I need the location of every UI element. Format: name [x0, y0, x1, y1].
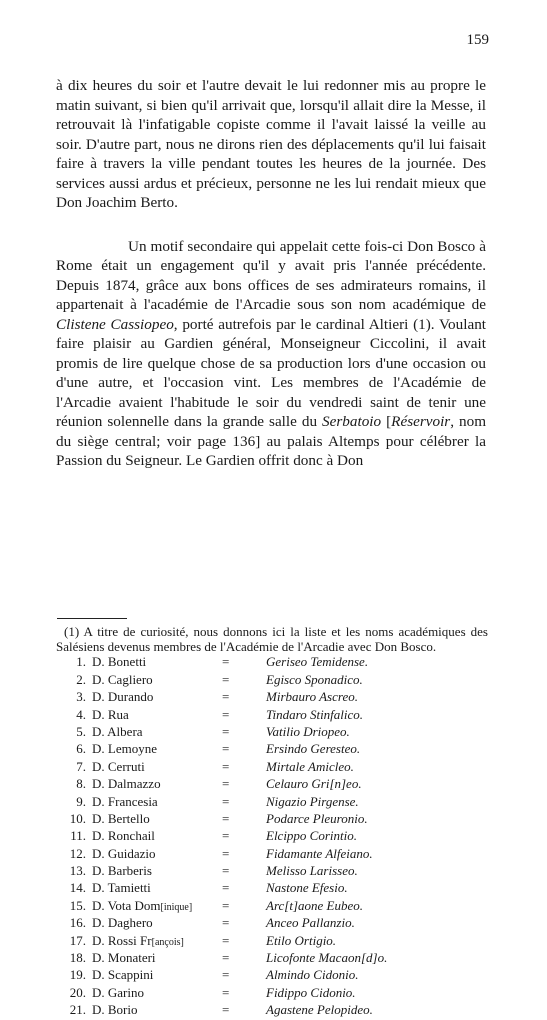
entry-academic-name: Egisco Sponadico.	[266, 671, 363, 687]
entry-number: 15.	[69, 897, 86, 913]
entry-academic-name: Elcippo Corintio.	[266, 828, 357, 844]
list-item	[56, 846, 488, 863]
entry-academic-name: Podarce Pleuronio.	[266, 810, 368, 826]
entry-number: 21.	[69, 1002, 86, 1018]
entry-name	[92, 880, 222, 895]
entry-number: 16.	[69, 915, 86, 931]
entry-name-text: D. Dalmazzo	[92, 776, 161, 792]
entry-number: 4.	[76, 706, 86, 722]
entry-number: 11.	[70, 828, 86, 844]
equals-sign: =	[222, 845, 230, 861]
equals-sign: =	[222, 967, 230, 983]
entry-number: 18.	[69, 950, 86, 966]
entry-name	[92, 828, 222, 843]
entry-number: 12.	[69, 845, 86, 861]
equals-sign: =	[222, 741, 230, 757]
entry-name	[92, 724, 222, 739]
paragraph-2-part4: , nom du siège central; voir page 136] au palais Altemps pour célébrer la Passion du Seigneur. Le Gardien offrit donc à Don	[56, 413, 487, 469]
entry-name-text: D. Bonetti	[92, 654, 147, 670]
entry-name-text: D. Barberis	[92, 863, 152, 879]
entry-number: 20.	[69, 984, 86, 1000]
entry-number: 19.	[69, 967, 86, 983]
equals-sign: =	[222, 654, 230, 670]
page-number: 159	[466, 32, 489, 48]
equals-sign: =	[222, 723, 230, 739]
entry-name	[92, 689, 222, 704]
equals-sign: =	[222, 950, 230, 966]
entry-name-text: D. Scappini	[92, 967, 154, 983]
equals-sign: =	[222, 689, 230, 705]
entry-name-text: D. Cagliero	[92, 671, 153, 687]
entry-name	[92, 776, 222, 791]
footnote-separator	[57, 618, 127, 619]
serbatoio: Serbatoio	[322, 413, 382, 430]
entry-academic-name: Nastone Efesio.	[266, 880, 348, 896]
entry-name-text: D. Francesia	[92, 793, 158, 809]
entry-name-text: D. Ronchail	[92, 828, 155, 844]
entry-name	[92, 672, 222, 687]
entry-name-text: D. Durando	[92, 689, 154, 705]
entry-name-text: D. Monateri	[92, 950, 156, 966]
entry-name	[92, 933, 222, 950]
list-item	[56, 880, 488, 897]
entry-name	[92, 654, 222, 669]
list-item	[56, 1002, 488, 1019]
entry-academic-name: Etilo Ortigio.	[266, 932, 337, 948]
list-item	[56, 933, 488, 950]
footnote-intro: (1) A titre de curiosité, nous donnons ici la liste et les noms académiques des Salésiens devenus membres de l'Académie de l'Arcadie avec Don Bosco.	[56, 624, 488, 655]
entry-name	[92, 1002, 222, 1017]
entry-name	[92, 898, 222, 915]
entry-number: 7.	[76, 758, 86, 774]
list-item	[56, 950, 488, 967]
entry-name-text: D. Daghero	[92, 915, 153, 931]
list-item	[56, 689, 488, 706]
list-item	[56, 898, 488, 915]
list-item	[56, 707, 488, 724]
reservoir: Réservoir	[391, 413, 451, 430]
list-item	[56, 724, 488, 741]
entry-name	[92, 915, 222, 930]
list-item	[56, 828, 488, 845]
entry-name-text: D. Vota Dom	[92, 897, 161, 913]
entry-name-text: D. Albera	[92, 723, 143, 739]
equals-sign: =	[222, 915, 230, 931]
entry-name-text: D. Rua	[92, 706, 129, 722]
list-item	[56, 672, 488, 689]
list-item	[56, 654, 488, 671]
entry-number: 1.	[76, 654, 86, 670]
footnote	[56, 624, 488, 1020]
equals-sign: =	[222, 932, 230, 948]
equals-sign: =	[222, 758, 230, 774]
list-item	[56, 811, 488, 828]
entry-number: 5.	[76, 723, 86, 739]
entry-name	[92, 811, 222, 826]
main-text	[56, 76, 486, 471]
entry-academic-name: Arc[t]aone Eubeo.	[266, 897, 363, 913]
entry-name-suffix: [inique]	[160, 901, 193, 913]
entry-name	[92, 707, 222, 722]
paragraph-2-part3: [	[381, 413, 392, 430]
entry-number: 17.	[69, 932, 86, 948]
entry-academic-name: Licofonte Macaon[d]o.	[266, 950, 388, 966]
equals-sign: =	[222, 776, 230, 792]
entry-number: 8.	[76, 776, 86, 792]
entry-academic-name: Agastene Pelopideo.	[266, 1002, 373, 1018]
paragraph-2-part1: Un motif secondaire qui appelait cette fois-ci Don Bosco à Rome était un engagement qu'il y avait pris l'année précédente. Depuis 1874, grâce aux bons offices de ses admirateurs romains, il appartenait à l'académie de l'Arcadie sous son nom académique de	[56, 237, 486, 313]
list-item	[56, 741, 488, 758]
entry-name-text: D. Rossi Fr	[92, 932, 152, 948]
entry-number: 6.	[76, 741, 86, 757]
academic-name: Clistene Cassiopeo	[56, 315, 174, 333]
entry-name-text: D. Borio	[92, 1002, 138, 1018]
entry-academic-name: Anceo Pallanzio.	[266, 915, 355, 931]
list-item	[56, 794, 488, 811]
equals-sign: =	[222, 793, 230, 809]
entry-name-text: D. Tamietti	[92, 880, 151, 896]
entry-name	[92, 985, 222, 1000]
entry-academic-name: Fidippo Cidonio.	[266, 984, 356, 1000]
equals-sign: =	[222, 897, 230, 913]
entry-name	[92, 950, 222, 965]
equals-sign: =	[222, 1002, 230, 1018]
entry-academic-name: Fidamante Alfeiano.	[266, 845, 373, 861]
list-item	[56, 915, 488, 932]
entry-number: 2.	[76, 671, 86, 687]
entry-name	[92, 741, 222, 756]
entry-academic-name: Mirbauro Ascreo.	[266, 689, 358, 705]
entry-name-text: D. Guidazio	[92, 845, 156, 861]
paragraph-2	[56, 237, 486, 471]
equals-sign: =	[222, 828, 230, 844]
list-item	[56, 863, 488, 880]
list-item	[56, 967, 488, 984]
list-item	[56, 759, 488, 776]
footnote-list	[56, 654, 488, 1019]
entry-academic-name: Melisso Larisseo.	[266, 863, 358, 879]
entry-number: 3.	[76, 689, 86, 705]
entry-name-suffix: [ançois]	[151, 936, 184, 948]
entry-academic-name: Ersindo Geresteo.	[266, 741, 361, 757]
entry-name-text: D. Bertello	[92, 810, 150, 826]
entry-academic-name: Tindaro Stinfalico.	[266, 706, 364, 722]
entry-name	[92, 846, 222, 861]
entry-number: 10.	[69, 810, 86, 826]
entry-academic-name: Mirtale Amicleo.	[266, 758, 354, 774]
paragraph-1: à dix heures du soir et l'autre devait le lui redonner mis au propre le matin suivant, si bien qu'il arrivait que, lorsqu'il allait dire la Messe, il retrouvait là l'infatigable copiste comme il l'avait laissé la veille au soir. D'autre part, nous ne dirons rien des déplacements qu'il lui faisait faire à travers la ville pendant toutes les heures de la journée. Des services aussi ardus et précieux, personne ne les lui rendait mieux que Don Joachim Berto.	[56, 77, 486, 211]
list-item	[56, 985, 488, 1002]
entry-number: 13.	[69, 863, 86, 879]
equals-sign: =	[222, 671, 230, 687]
equals-sign: =	[222, 810, 230, 826]
equals-sign: =	[222, 863, 230, 879]
list-item	[56, 776, 488, 793]
entry-academic-name: Almindo Cidonio.	[266, 967, 359, 983]
entry-number: 14.	[69, 880, 86, 896]
entry-name	[92, 759, 222, 774]
entry-academic-name: Nigazio Pirgense.	[266, 793, 359, 809]
entry-academic-name: Celauro Gri[n]eo.	[266, 776, 362, 792]
paragraph-2-part2: , porté autrefois par le cardinal Altieri (1). Voulant faire plaisir au Gardien général, Monseigneur Ciccolini, il avait promis de lire quelque chose de sa production lors d'une occasion ou d'une autre, et l'occasion vint. Les membres de l'Académie de l'Arcadie avaient l'habitude le soir du vendredi saint de tenir une réunion solennelle dans la grande salle du	[56, 315, 487, 430]
entry-name-text: D. Lemoyne	[92, 741, 157, 757]
equals-sign: =	[222, 880, 230, 896]
equals-sign: =	[222, 984, 230, 1000]
entry-name	[92, 967, 222, 982]
entry-name-text: D. Garino	[92, 984, 144, 1000]
entry-academic-name: Vatilio Driopeo.	[266, 723, 350, 739]
equals-sign: =	[222, 706, 230, 722]
entry-academic-name: Geriseo Temidense.	[266, 654, 369, 670]
entry-number: 9.	[76, 793, 86, 809]
entry-name	[92, 863, 222, 878]
entry-name-text: D. Cerruti	[92, 758, 145, 774]
